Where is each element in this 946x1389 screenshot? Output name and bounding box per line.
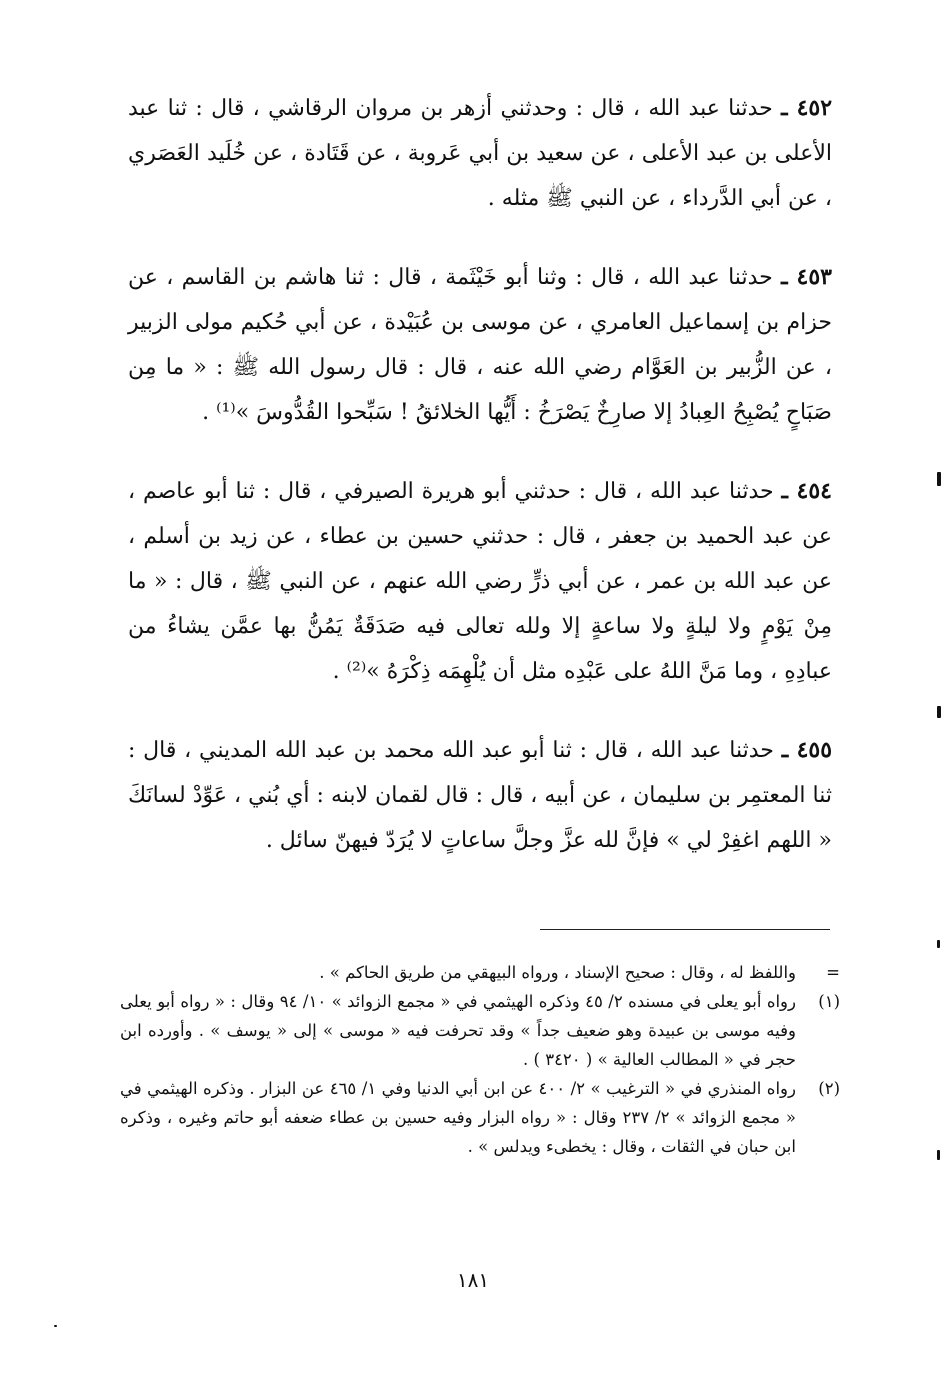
footnote-text: رواه أبو يعلى في مسنده ٢/ ٤٥ وذكره الهيثمي في « مجمع الزوائد » ١٠/ ٩٤ وقال : « رواه أبو يعلى وفيه موسى بن عبيدة وهو ضعيف جداً » وقد تحرفت فيه « موسى » إلى « يوسف » . وأورده ابن حجر في « المطالب العالية » ( ٣٤٢٠ ) . — [120, 992, 796, 1069]
scan-speck — [937, 940, 940, 948]
hadith-text: حدثنا عبد الله ، قال : وثنا أبو خَيْثَمة ، قال : ثنا هاشم بن القاسم ، عن حزام بن إسماعيل العامري ، عن موسى بن عُبَيْدة ، عن أبي حُكيم مولى الزبير ، عن الزُّبير بن العَوَّام رضي الله عنه ، قال : قال رسول الله ﷺ : « ما مِن صَبَاحٍ يُصْبِحُ العِبادُ إلا صارِخٌ يَصْرَخُ : أَيُّها الخلائقُ ! سَبِّحوا القُدُّوسَ »⁽¹⁾ . — [128, 265, 832, 425]
footnote-text: واللفظ له ، وقال : صحيح الإسناد ، ورواه البيهقي من طريق الحاكم » . — [319, 963, 796, 982]
main-text — [128, 86, 832, 897]
footnote-divider — [540, 929, 830, 930]
footnote-text: رواه المنذري في « الترغيب » ٢/ ٤٠٠ عن ابن أبي الدنيا وفي ١/ ٤٦٥ عن البزار . وذكره الهيثمي في « مجمع الزوائد » ٢/ ٢٣٧ وقال : « رواه البزار وفيه حسين بن عطاء ضعفه أبو حاتم وغيره ، وذكره ابن حبان في الثقات ، وقال : يخطىء ويدلس » . — [120, 1079, 796, 1156]
hadith-454 — [128, 469, 832, 694]
hadith-number: ٤٥٥ ـ — [781, 737, 833, 763]
footnote-continued — [120, 958, 840, 987]
scan-speck — [54, 1325, 57, 1327]
hadith-453 — [128, 255, 832, 435]
scan-speck — [937, 472, 941, 486]
hadith-455 — [128, 728, 832, 863]
hadith-text: حدثنا عبد الله ، قال : حدثني أبو هريرة الصيرفي ، قال : ثنا أبو عاصم ، عن عبد الحميد بن جعفر ، قال : حدثني حسين بن عطاء ، عن زيد بن أسلم ، عن عبد الله بن عمر ، عن أبي ذرٍّ رضي الله عنهم ، عن النبي ﷺ ، قال : « ما مِنْ يَوْمٍ ولا ليلةٍ ولا ساعةٍ إلا ولله تعالى فيه صَدَقَةٌ يَمُنُّ بها عمَّن يشاءُ من عبادِهِ ، وما مَنَّ اللهُ على عَبْدِه مثل أن يُلْهِمَه ذِكْرَهُ »⁽²⁾ . — [128, 479, 832, 684]
hadith-452 — [128, 86, 832, 221]
footnote-mark: (١) — [818, 992, 840, 1011]
footnote-1 — [120, 987, 840, 1074]
footnotes — [120, 958, 840, 1161]
footnote-mark: = — [826, 963, 840, 982]
hadith-text: حدثنا عبد الله ، قال : ثنا أبو عبد الله محمد بن عبد الله المديني ، قال : ثنا المعتمِر بن سليمان ، عن أبيه ، قال : قال لقمان لابنه : أي بُني ، عَوِّدْ لسانَكَ « اللهم اغفِرْ لي » فإنَّ لله عزَّ وجلَّ ساعاتٍ لا يُرَدّ فيهنّ سائل . — [128, 738, 832, 853]
hadith-number: ٤٥٣ ـ — [781, 264, 832, 290]
footnote-mark: (٢) — [818, 1079, 840, 1098]
hadith-number: ٤٥٤ ـ — [781, 478, 832, 504]
scan-speck — [937, 706, 941, 718]
hadith-text: حدثنا عبد الله ، قال : وحدثني أزهر بن مروان الرقاشي ، قال : ثنا عبد الأعلى بن عبد الأعلى ، عن سعيد بن أبي عَروبة ، عن قَتَادة ، عن خُلَيد العَصَري ، عن أبي الدَّرداء ، عن النبي ﷺ مثله . — [128, 96, 832, 211]
page-number: ١٨١ — [456, 1268, 490, 1292]
hadith-number: ٤٥٢ ـ — [781, 95, 833, 121]
footnote-2 — [120, 1074, 840, 1161]
scan-speck — [937, 1150, 940, 1160]
